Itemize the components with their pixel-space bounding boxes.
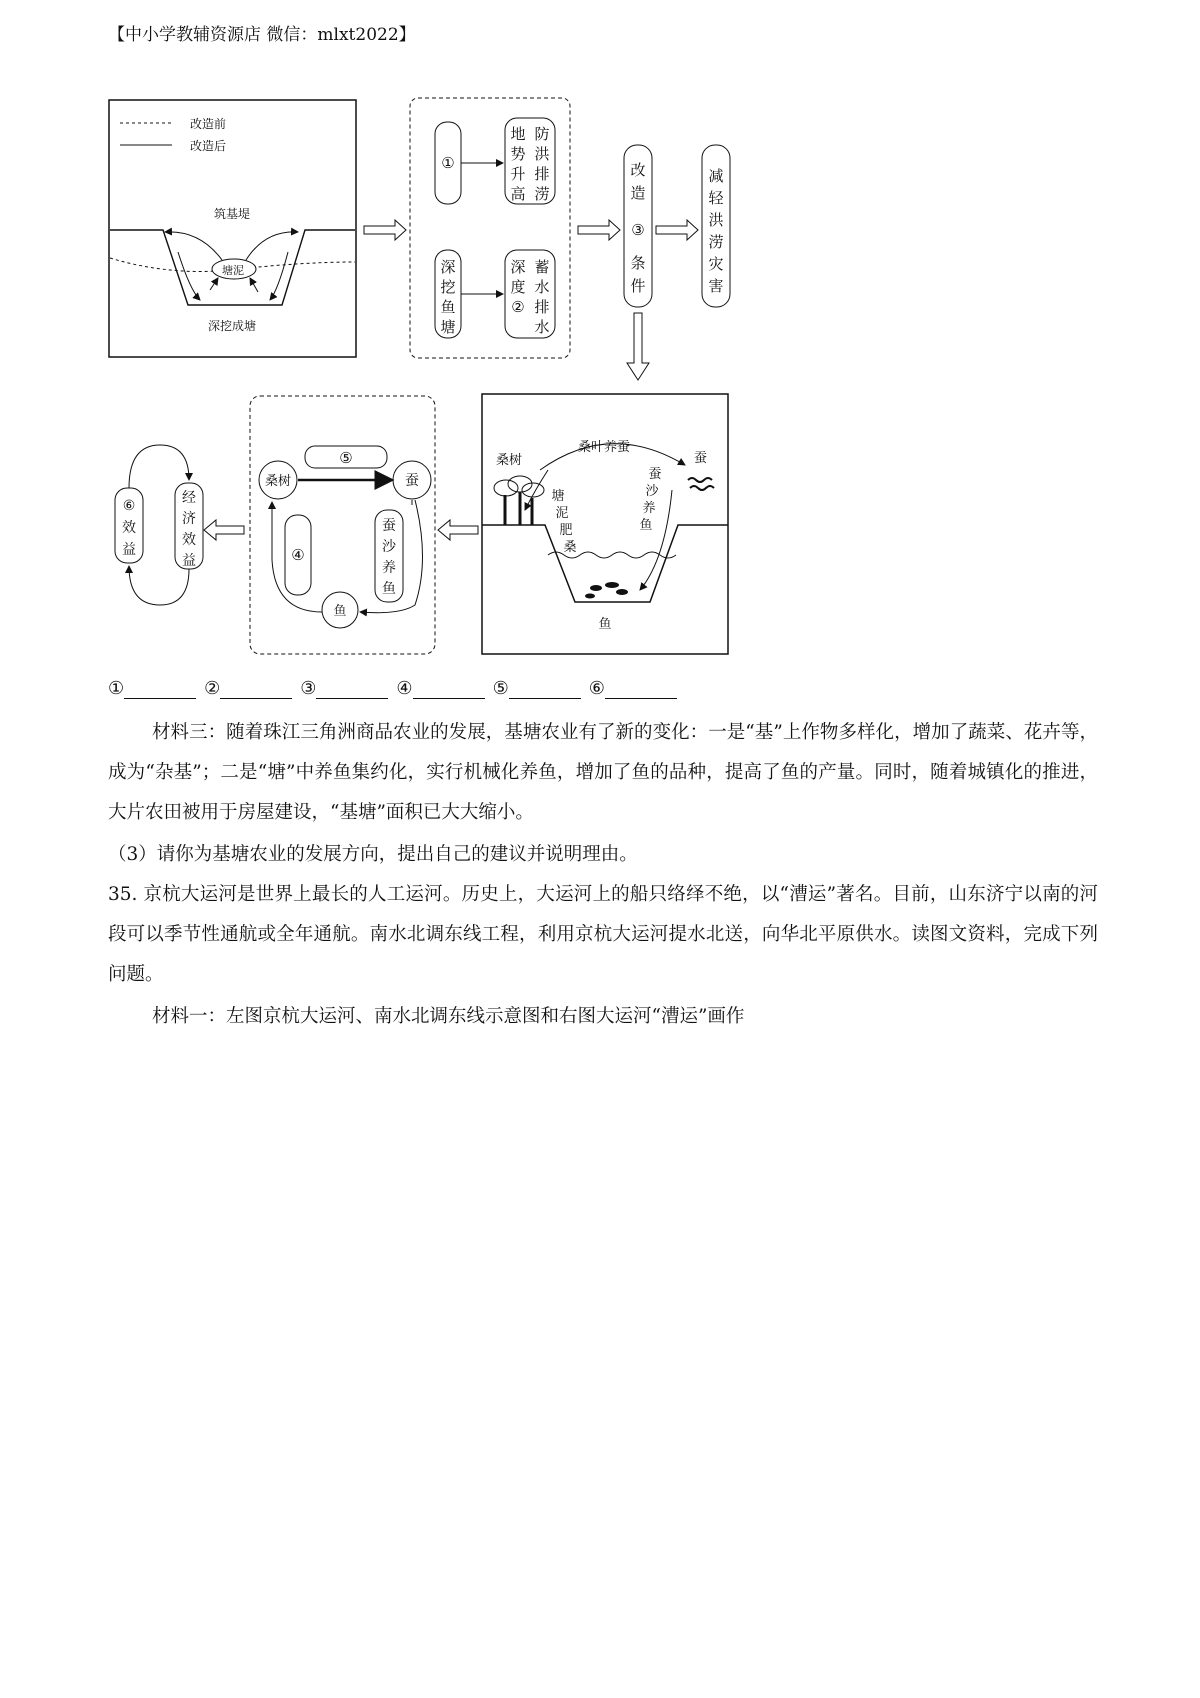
cycle-silkworm: 蚕 xyxy=(405,473,419,489)
improve-3: 条 xyxy=(630,254,646,272)
blank4-marker: ④ xyxy=(291,546,305,564)
blank-label-3: ③ xyxy=(300,678,317,699)
cycle-silk-3: 养 xyxy=(382,560,396,576)
scene-mud-3: 肥 xyxy=(559,523,573,538)
store-4: 水 xyxy=(534,318,550,336)
dig-2: 挖 xyxy=(440,278,456,296)
improve-conditions-box xyxy=(624,145,652,307)
store-3: 排 xyxy=(534,298,550,316)
economic-4: 益 xyxy=(182,553,196,569)
blank-line-2[interactable] xyxy=(220,680,292,699)
mulberry-tree-icon xyxy=(494,476,544,525)
pond-cross-section xyxy=(109,100,356,357)
scene-fish-label: 鱼 xyxy=(598,617,612,632)
question-3: （3）请你为基塘农业的发展方向，提出自己的建议并说明理由。 xyxy=(108,844,638,865)
depth-2: 度 xyxy=(510,278,526,296)
blank-label-1: ① xyxy=(108,678,125,699)
scene-silk-1: 蚕 xyxy=(648,467,662,482)
scene-mud-2: 泥 xyxy=(555,506,569,521)
question-35: 35. 京杭大运河是世界上最长的人工运河。历史上，大运河上的船只络绎不绝，以“漕运”著名。目前，山东济宁以南的河段可以季节性通航或全年通航。南水北调东线工程，利用京杭大运河提水北送，向华北平原供水。读图文资料，完成下列问题。 xyxy=(108,884,1098,985)
reduce-6: 害 xyxy=(708,277,724,295)
improve-1: 改 xyxy=(630,161,646,179)
dike-pond-diagram xyxy=(0,0,1200,670)
benefit6-2: 效 xyxy=(122,520,136,536)
blank-label-2: ② xyxy=(204,678,221,699)
arrow-3 xyxy=(656,220,698,240)
cycle-fish: 鱼 xyxy=(333,604,347,619)
benefit6-3: 益 xyxy=(122,542,136,558)
reduce-flood-box xyxy=(702,145,730,307)
arrow-down xyxy=(627,313,649,380)
scene-silkworm-label: 蚕 xyxy=(694,451,708,466)
high-ground-1: 地 xyxy=(510,125,526,143)
reduce-4: 涝 xyxy=(708,233,724,251)
blank-line-3[interactable] xyxy=(316,680,388,699)
blank-line-1[interactable] xyxy=(124,680,196,699)
dig-3: 鱼 xyxy=(440,298,456,316)
scene-silk-3: 养 xyxy=(642,501,656,516)
blank2-marker: ② xyxy=(511,298,525,316)
cycle-silk-1: 蚕 xyxy=(382,518,396,534)
depth-1: 深 xyxy=(510,258,526,276)
blank1-marker: ① xyxy=(441,154,455,172)
mud-label: 塘泥 xyxy=(222,264,244,277)
dig-1: 深 xyxy=(440,258,456,276)
source-header: 【中小学教辅资源店 微信：mlxt2022】 xyxy=(108,25,416,45)
flood-3: 排 xyxy=(534,165,550,183)
reduce-1: 减 xyxy=(708,167,724,185)
fish-icon xyxy=(585,582,628,599)
scene-mud-4: 桑 xyxy=(563,540,577,555)
flood-1: 防 xyxy=(534,125,550,143)
material-three: 材料三：随着珠江三角洲商品农业的发展，基塘农业有了新的变化：一是“基”上作物多样化，增加了蔬菜、花卉等，成为“杂基”；二是“塘”中养鱼集约化，实行机械化养鱼，增加了鱼的品种，提高了鱼的产量。同时，随着城镇化的推进，大片农田被用于房屋建设，“基塘”面积已大大缩小。 xyxy=(108,722,1098,823)
blank-line-4[interactable] xyxy=(413,680,485,699)
scene-silk-2: 沙 xyxy=(645,484,659,499)
material-one: 材料一：左图京杭大运河、南水北调东线示意图和右图大运河“漕运”画作 xyxy=(152,1006,745,1027)
flood-2: 洪 xyxy=(534,145,550,163)
flood-4: 涝 xyxy=(534,185,550,203)
blank3-marker: ③ xyxy=(631,221,645,239)
high-ground-3: 升 xyxy=(510,165,526,183)
dig-label: 深挖成塘 xyxy=(208,319,257,333)
mulberry-pond-scene xyxy=(482,394,728,654)
blank6-marker: ⑥ xyxy=(122,498,136,514)
scene-mud-1: 塘 xyxy=(551,489,565,504)
blank5-marker: ⑤ xyxy=(339,449,353,467)
store-1: 蓄 xyxy=(534,258,550,276)
improve-4: 件 xyxy=(630,277,646,295)
scene-leaf-label: 桑叶养蚕 xyxy=(578,440,631,455)
improve-2: 造 xyxy=(630,184,646,202)
arrow-1 xyxy=(364,220,406,240)
economic-1: 经 xyxy=(182,490,196,506)
dig-4: 塘 xyxy=(440,318,456,336)
high-ground-4: 高 xyxy=(510,185,526,203)
blank-label-5: ⑤ xyxy=(492,678,509,699)
blank-label-4: ④ xyxy=(396,678,413,699)
answer-blanks xyxy=(108,678,685,699)
dike-label: 筑基堤 xyxy=(214,207,251,221)
cycle-silk-2: 沙 xyxy=(382,539,396,555)
economic-3: 效 xyxy=(182,532,196,548)
scene-mulberry-label: 桑树 xyxy=(496,453,523,468)
store-2: 水 xyxy=(534,278,550,296)
cycle-box xyxy=(250,396,435,654)
reduce-5: 灾 xyxy=(708,255,724,273)
reduce-2: 轻 xyxy=(708,189,724,207)
high-ground-2: 势 xyxy=(510,145,526,163)
blank-label-6: ⑥ xyxy=(588,678,605,699)
benefit-box xyxy=(115,445,203,605)
legend-before-label: 改造前 xyxy=(190,117,227,131)
scene-silk-4: 鱼 xyxy=(639,518,653,533)
blank-line-5[interactable] xyxy=(509,680,581,699)
blank-line-6[interactable] xyxy=(605,680,677,699)
arrow-left-2 xyxy=(204,520,244,540)
arrow-2 xyxy=(578,220,620,240)
economic-2: 济 xyxy=(182,511,196,527)
arrow-left-1 xyxy=(438,520,478,540)
legend-after-label: 改造后 xyxy=(190,139,227,153)
cycle-silk-4: 鱼 xyxy=(382,581,396,597)
reduce-3: 洪 xyxy=(708,211,724,229)
transformation-box xyxy=(410,98,570,358)
cycle-mulberry: 桑树 xyxy=(264,474,292,489)
